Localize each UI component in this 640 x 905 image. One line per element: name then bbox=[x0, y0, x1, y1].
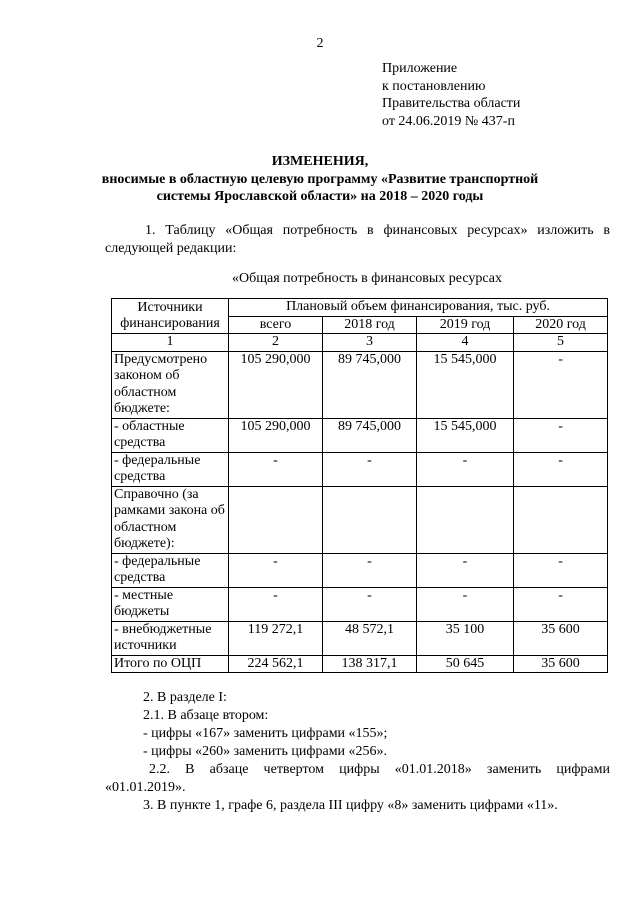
table-row bbox=[112, 587, 608, 621]
row-label: Справочно (за рамками закона об областном бюджете): bbox=[112, 486, 229, 553]
cell-2018: - bbox=[323, 452, 417, 486]
document-title bbox=[60, 153, 580, 206]
header-planned: Плановый объем финансирования, тыс. руб. bbox=[229, 299, 608, 317]
cell-total: - bbox=[229, 452, 323, 486]
cell-2019: - bbox=[417, 553, 514, 587]
header-source: Источники финансирования bbox=[112, 299, 229, 334]
column-number: 2 bbox=[229, 334, 323, 352]
row-label: - местные бюджеты bbox=[112, 587, 229, 621]
table-row bbox=[112, 621, 608, 655]
table-row bbox=[112, 418, 608, 452]
row-label: - федеральные средства bbox=[112, 452, 229, 486]
table-total-row bbox=[112, 655, 608, 673]
appendix-line-4: от 24.06.2019 № 437-п bbox=[382, 113, 515, 129]
column-number: 4 bbox=[417, 334, 514, 352]
amendments-section bbox=[105, 689, 610, 815]
cell-2019: 15 545,000 bbox=[417, 418, 514, 452]
column-number: 5 bbox=[514, 334, 608, 352]
cell-2020: - bbox=[514, 452, 608, 486]
table-caption: «Общая потребность в финансовых ресурсах bbox=[232, 271, 502, 286]
cell-total: 119 272,1 bbox=[229, 621, 323, 655]
cell-2020: - bbox=[514, 418, 608, 452]
bullet-2: - цифры «260» заменить цифрами «256». bbox=[143, 744, 388, 759]
appendix-block bbox=[382, 60, 520, 130]
table-row bbox=[112, 553, 608, 587]
header-total: всего bbox=[229, 316, 323, 334]
item-2-1: 2.1. В абзаце втором: bbox=[143, 708, 269, 723]
cell-total: 105 290,000 bbox=[229, 418, 323, 452]
cell-2020: - bbox=[514, 351, 608, 418]
cell-2018 bbox=[323, 486, 417, 553]
table-numbering-row bbox=[112, 334, 608, 352]
cell-2020: 35 600 bbox=[514, 655, 608, 673]
column-number: 1 bbox=[112, 334, 229, 352]
item-3: 3. В пункте 1, графе 6, раздела III цифру «8» заменить цифрами «11». bbox=[143, 798, 558, 813]
cell-2019: 50 645 bbox=[417, 655, 514, 673]
cell-total bbox=[229, 486, 323, 553]
header-2018: 2018 год bbox=[323, 316, 417, 334]
table-header-row bbox=[112, 299, 608, 317]
row-label: Итого по ОЦП bbox=[112, 655, 229, 673]
title-line-2: вносимые в областную целевую программу «Развитие транспортной bbox=[101, 171, 539, 187]
cell-2019: - bbox=[417, 587, 514, 621]
table-row bbox=[112, 351, 608, 418]
cell-2019: - bbox=[417, 452, 514, 486]
title-line-3: системы Ярославской области» на 2018 – 2020 годы bbox=[156, 189, 484, 204]
cell-total: 224 562,1 bbox=[229, 655, 323, 673]
cell-2018: 89 745,000 bbox=[323, 418, 417, 452]
header-2020: 2020 год bbox=[514, 316, 608, 334]
cell-2018: 138 317,1 bbox=[323, 655, 417, 673]
cell-total: - bbox=[229, 587, 323, 621]
cell-2018: 48 572,1 bbox=[323, 621, 417, 655]
cell-2018: - bbox=[323, 553, 417, 587]
appendix-line-3: Правительства области bbox=[382, 96, 521, 111]
cell-2019: 15 545,000 bbox=[417, 351, 514, 418]
row-label: - внебюджетные источники bbox=[112, 621, 229, 655]
appendix-line-1: Приложение bbox=[382, 61, 458, 76]
cell-2018: - bbox=[323, 587, 417, 621]
header-2019: 2019 год bbox=[417, 316, 514, 334]
cell-2019: 35 100 bbox=[417, 621, 514, 655]
item-2: 2. В разделе I: bbox=[143, 690, 227, 705]
cell-2020: - bbox=[514, 587, 608, 621]
paragraph-1: 1. Таблицу «Общая потребность в финансовых ресурсах» изложить в следующей редакции: bbox=[105, 223, 610, 256]
financing-table bbox=[111, 298, 608, 673]
cell-2018: 89 745,000 bbox=[323, 351, 417, 418]
page-number: 2 bbox=[316, 36, 324, 51]
cell-2020: - bbox=[514, 553, 608, 587]
cell-total: - bbox=[229, 553, 323, 587]
bullet-1: - цифры «167» заменить цифрами «155»; bbox=[143, 726, 388, 741]
table-row bbox=[112, 452, 608, 486]
cell-2019 bbox=[417, 486, 514, 553]
cell-2020 bbox=[514, 486, 608, 553]
row-label: - областные средства bbox=[112, 418, 229, 452]
item-2-2: 2.2. В абзаце четвертом цифры «01.01.2018» заменить цифрами «01.01.2019». bbox=[105, 762, 610, 795]
row-label: Предусмотрено законом об областном бюджете: bbox=[112, 351, 229, 418]
cell-2020: 35 600 bbox=[514, 621, 608, 655]
row-label: - федеральные средства bbox=[112, 553, 229, 587]
title-line-1: ИЗМЕНЕНИЯ, bbox=[271, 154, 369, 169]
appendix-line-2: к постановлению bbox=[382, 78, 486, 94]
table-row bbox=[112, 486, 608, 553]
column-number: 3 bbox=[323, 334, 417, 352]
cell-total: 105 290,000 bbox=[229, 351, 323, 418]
